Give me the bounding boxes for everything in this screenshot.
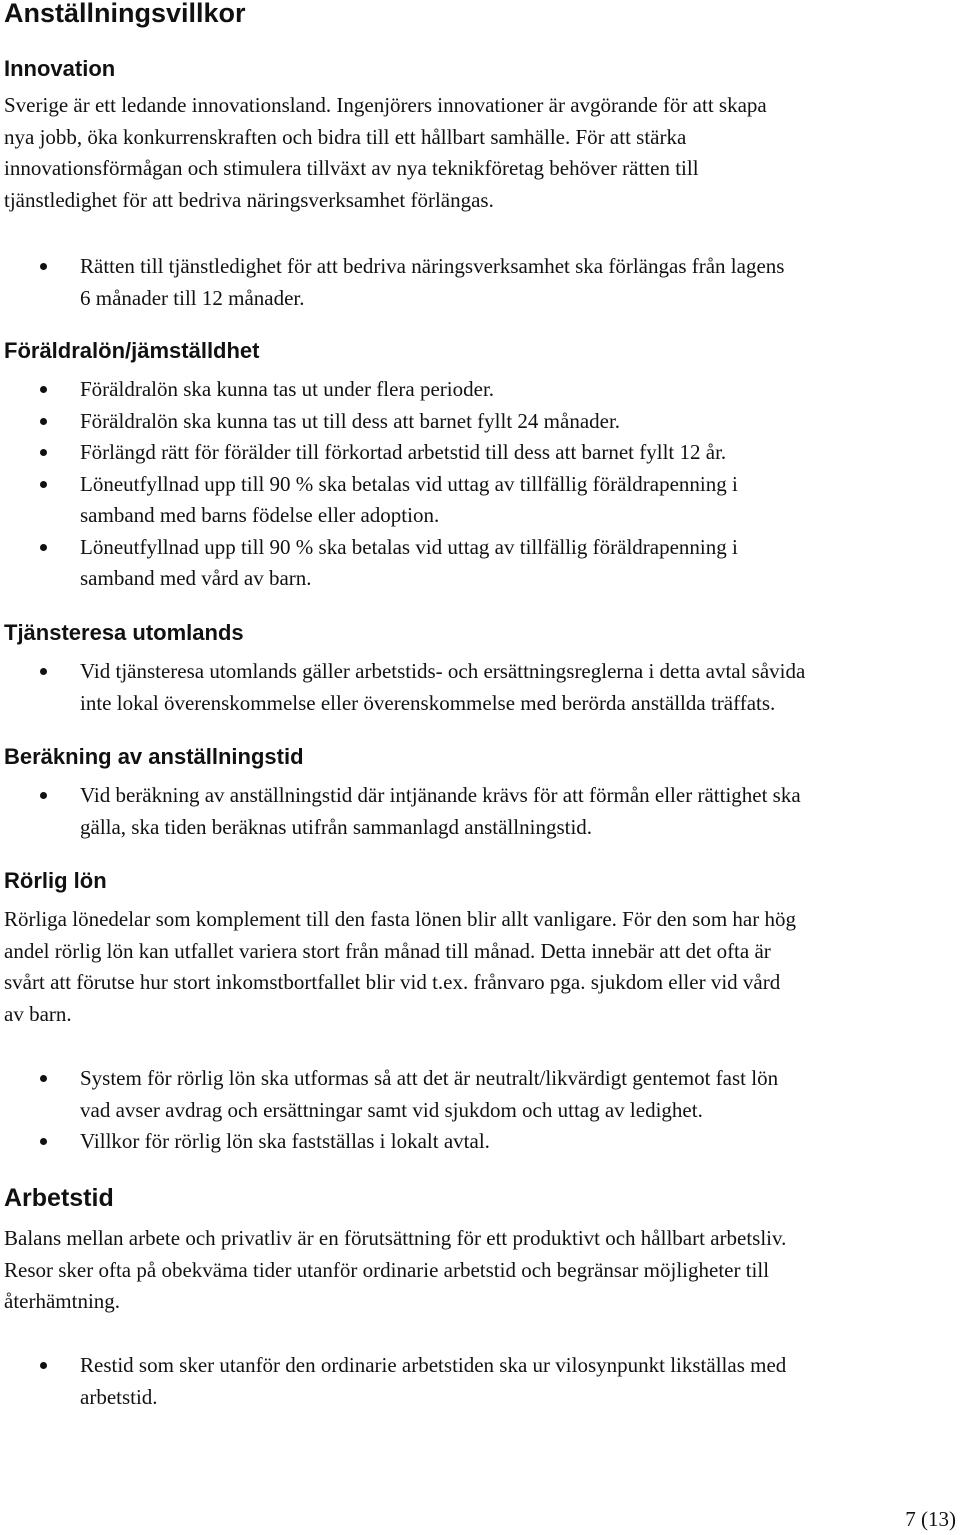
bullet-icon xyxy=(40,1138,47,1145)
list-item-line: inte lokal överenskommelse eller överenskommelse med berörda anställda träffats. xyxy=(80,690,776,715)
bullet-list-arbetstid xyxy=(0,1350,960,1413)
paragraph-line: Sverige är ett ledande innovationsland. Ingenjörers innovationer är avgörande för att skapa xyxy=(4,93,767,117)
list-item xyxy=(0,656,960,719)
paragraph-line: innovationsförmågan och stimulera tillväxt av nya teknikföretag behöver rätten till xyxy=(4,156,699,180)
list-item-line: samband med barns födelse eller adoption. xyxy=(80,503,440,527)
bullet-icon xyxy=(40,544,47,551)
list-item-line: Föräldralön ska kunna tas ut under flera perioder. xyxy=(80,377,495,401)
list-item-line: Vid tjänsteresa utomlands gäller arbetstids- och ersättningsreglerna i detta avtal såvida xyxy=(80,659,806,683)
section-heading-foraldralon: Föräldralön/jämställdhet xyxy=(4,338,260,363)
list-item-line: Restid som sker utanför den ordinarie arbetstiden ska ur vilosynpunkt likställas med xyxy=(80,1353,787,1377)
list-item-line: System för rörlig lön ska utformas så att det är neutralt/likvärdigt gentemot fast lön xyxy=(80,1066,779,1090)
paragraph-line: Resor sker ofta på obekväma tider utanför ordinarie arbetstid och begränsar möjligheter till xyxy=(4,1257,770,1282)
list-item-line: Löneutfyllnad upp till 90 % ska betalas vid uttag av tillfällig föräldrapenning i xyxy=(80,471,738,496)
list-item xyxy=(0,1350,960,1413)
list-item-line: vad avser avdrag och ersättningar samt vid sjukdom och uttag av ledighet. xyxy=(80,1097,703,1122)
paragraph-line: Rörliga lönedelar som komplement till den fasta lönen blir allt vanligare. För den som har hög xyxy=(4,907,796,931)
list-item-line: Villkor för rörlig lön ska fastställas i lokalt avtal. xyxy=(80,1129,490,1153)
list-item-line: Förlängd rätt för förälder till förkortad arbetstid till dess att barnet fyllt 12 år. xyxy=(80,440,727,464)
bullet-list-rorlig xyxy=(0,1063,960,1158)
page-title: Anställningsvillkor xyxy=(4,0,246,28)
bullet-icon xyxy=(40,418,47,425)
list-item-line: arbetstid. xyxy=(80,1384,158,1409)
list-item xyxy=(0,532,960,595)
list-item xyxy=(0,1063,960,1126)
page-number: 7 (13) xyxy=(905,1507,956,1531)
bullet-icon xyxy=(40,449,47,456)
list-item xyxy=(0,1126,960,1158)
bullet-icon xyxy=(40,481,47,488)
list-item-line: Vid beräkning av anställningstid där intjänande krävs för att förmån eller rättighet ska xyxy=(80,783,801,807)
bullet-list-innovation xyxy=(0,251,960,314)
bullet-list-berakning xyxy=(0,780,960,843)
bullet-icon xyxy=(40,792,47,799)
paragraph-line: nya jobb, öka konkurrenskraften och bidra till ett hållbart samhälle. För att stärka xyxy=(4,124,687,149)
list-item-line: Löneutfyllnad upp till 90 % ska betalas vid uttag av tillfällig föräldrapenning i xyxy=(80,534,738,559)
bullet-icon xyxy=(40,1075,47,1082)
section-heading-innovation: Innovation xyxy=(4,56,116,81)
list-item xyxy=(0,406,960,438)
section-heading-arbetstid: Arbetstid xyxy=(4,1184,114,1212)
bullet-icon xyxy=(40,386,47,393)
bullet-list-tjansteresa xyxy=(0,656,960,719)
section-heading-berakning: Beräkning av anställningstid xyxy=(4,744,304,769)
paragraph-line: av barn. xyxy=(4,1001,72,1026)
list-item-line: gälla, ska tiden beräknas utifrån sammanlagd anställningstid. xyxy=(80,814,593,839)
paragraph-rorlig xyxy=(4,904,960,1030)
list-item xyxy=(0,251,960,314)
list-item xyxy=(0,780,960,843)
bullet-icon xyxy=(40,263,47,270)
paragraph-line: Balans mellan arbete och privatliv är en förutsättning för ett produktivt och hållbart arbetsliv. xyxy=(4,1226,787,1250)
list-item xyxy=(0,374,960,406)
paragraph-line: tjänstledighet för att bedriva näringsverksamhet förlängas. xyxy=(4,187,494,212)
list-item-line: samband med vård av barn. xyxy=(80,566,312,590)
list-item-line: Rätten till tjänstledighet för att bedriva näringsverksamhet ska förlängas från lagens xyxy=(80,254,785,278)
bullet-list-foraldralon xyxy=(0,374,960,595)
paragraph-innovation xyxy=(4,90,960,216)
section-heading-tjansteresa: Tjänsteresa utomlands xyxy=(4,620,244,645)
bullet-icon xyxy=(40,1362,47,1369)
paragraph-line: andel rörlig lön kan utfallet variera stort från månad till månad. Detta innebär att det ofta är xyxy=(4,938,771,963)
paragraph-line: svårt att förutse hur stort inkomstbortfallet blir vid t.ex. frånvaro pga. sjukdom eller vid vård xyxy=(4,970,781,994)
bullet-icon xyxy=(40,668,47,675)
list-item-line: Föräldralön ska kunna tas ut till dess att barnet fyllt 24 månader. xyxy=(80,408,621,433)
paragraph-arbetstid xyxy=(4,1223,960,1318)
list-item xyxy=(0,469,960,532)
list-item xyxy=(0,437,960,469)
list-item-line: 6 månader till 12 månader. xyxy=(80,285,305,310)
paragraph-line: återhämtning. xyxy=(4,1289,121,1313)
section-heading-rorlig: Rörlig lön xyxy=(4,868,107,893)
